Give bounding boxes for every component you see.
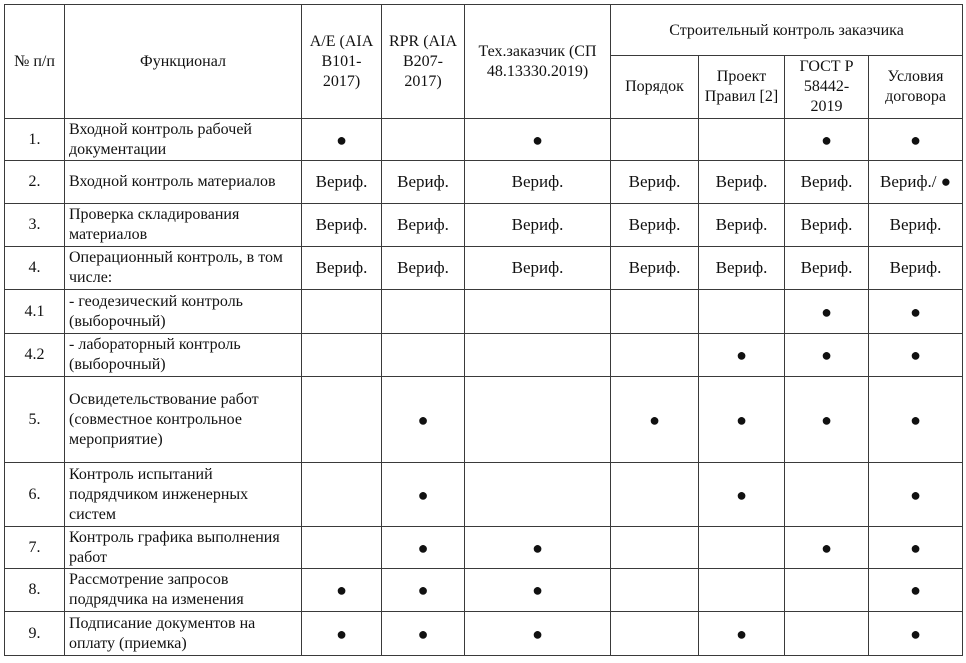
bullet-mark: ● <box>699 463 785 527</box>
verification-mark: Вериф. <box>699 204 785 247</box>
empty-cell <box>465 334 611 377</box>
bullet-mark: ● <box>785 334 869 377</box>
row-function-label: Рассмотрение запросов подрядчика на изменения <box>65 569 302 612</box>
verification-mark: Вериф. <box>302 247 382 290</box>
empty-cell <box>465 290 611 334</box>
bullet-mark: ● <box>611 377 699 463</box>
bullet-mark: ● <box>382 527 465 569</box>
bullet-mark: ● <box>699 612 785 656</box>
verification-mark: Вериф. <box>869 204 963 247</box>
empty-cell <box>382 119 465 161</box>
table-row <box>5 290 963 334</box>
row-number: 2. <box>5 161 65 204</box>
empty-cell <box>699 119 785 161</box>
row-number: 7. <box>5 527 65 569</box>
empty-cell <box>611 569 699 612</box>
verification-mark: Вериф. <box>302 204 382 247</box>
bullet-mark: ● <box>302 612 382 656</box>
verification-mark: Вериф. <box>785 247 869 290</box>
empty-cell <box>611 463 699 527</box>
empty-cell <box>302 527 382 569</box>
bullet-mark: ● <box>785 290 869 334</box>
verification-mark: Вериф. <box>785 161 869 204</box>
verification-mark: Вериф. <box>611 161 699 204</box>
header-function: Функционал <box>65 5 302 119</box>
header-sub-order: Порядок <box>611 56 699 119</box>
verification-mark: Вериф. <box>611 204 699 247</box>
row-number: 9. <box>5 612 65 656</box>
verification-mark: Вериф. <box>465 247 611 290</box>
bullet-mark: ● <box>869 290 963 334</box>
bullet-mark: ● <box>465 527 611 569</box>
table-row <box>5 334 963 377</box>
header-tech-customer: Тех.заказчик (СП 48.13330.2019) <box>465 5 611 119</box>
row-function-label: Освидетельствование работ (совместное контрольное мероприятие) <box>65 377 302 463</box>
empty-cell <box>785 463 869 527</box>
verification-mark: Вериф. <box>869 247 963 290</box>
row-number: 6. <box>5 463 65 527</box>
empty-cell <box>611 119 699 161</box>
row-number: 4.2 <box>5 334 65 377</box>
row-number: 8. <box>5 569 65 612</box>
verification-mark: Вериф. <box>699 161 785 204</box>
verification-mark: Вериф. <box>611 247 699 290</box>
bullet-mark: ● <box>869 463 963 527</box>
bullet-mark: ● <box>869 119 963 161</box>
table-row <box>5 612 963 656</box>
empty-cell <box>382 334 465 377</box>
row-function-label: Подписание документов на оплату (приемка) <box>65 612 302 656</box>
bullet-mark: ● <box>785 377 869 463</box>
bullet-mark: ● <box>465 569 611 612</box>
verification-mark: Вериф. <box>382 204 465 247</box>
empty-cell <box>382 290 465 334</box>
header-sub-rules-draft: Проект Правил [2] <box>699 56 785 119</box>
empty-cell <box>611 334 699 377</box>
bullet-mark: ● <box>382 463 465 527</box>
empty-cell <box>785 612 869 656</box>
verification-mark: Вериф. <box>785 204 869 247</box>
row-function-label: Входной контроль материалов <box>65 161 302 204</box>
table-row <box>5 569 963 612</box>
row-function-label: - геодезический контроль (выборочный) <box>65 290 302 334</box>
bullet-mark: ● <box>869 569 963 612</box>
header-row-top <box>5 5 963 56</box>
bullet-mark: ● <box>869 527 963 569</box>
empty-cell <box>611 527 699 569</box>
bullet-mark: ● <box>382 569 465 612</box>
empty-cell <box>302 290 382 334</box>
bullet-mark: ● <box>785 119 869 161</box>
table-row <box>5 527 963 569</box>
verification-mark: Вериф. <box>465 204 611 247</box>
empty-cell <box>302 377 382 463</box>
verification-mark: Вериф. <box>699 247 785 290</box>
empty-cell <box>699 290 785 334</box>
table-body <box>5 119 963 656</box>
bullet-mark: ● <box>382 377 465 463</box>
bullet-mark: ● <box>382 612 465 656</box>
verification-mark: Вериф. <box>382 161 465 204</box>
bullet-mark: ● <box>869 334 963 377</box>
bullet-mark: ● <box>869 612 963 656</box>
header-sub-contract: Условия договора <box>869 56 963 119</box>
responsibility-matrix-table <box>4 4 963 656</box>
table-row <box>5 119 963 161</box>
bullet-mark: ● <box>302 569 382 612</box>
empty-cell <box>611 612 699 656</box>
empty-cell <box>699 527 785 569</box>
bullet-mark: ● <box>465 612 611 656</box>
table-row <box>5 161 963 204</box>
bullet-mark: ● <box>869 377 963 463</box>
row-function-label: Операционный контроль, в том числе: <box>65 247 302 290</box>
row-number: 5. <box>5 377 65 463</box>
bullet-mark: ● <box>699 334 785 377</box>
table-row <box>5 463 963 527</box>
verification-mark: Вериф. <box>382 247 465 290</box>
empty-cell <box>785 569 869 612</box>
verification-mark: Вериф./ ● <box>869 161 963 204</box>
row-function-label: - лабораторный контроль (выборочный) <box>65 334 302 377</box>
row-number: 1. <box>5 119 65 161</box>
empty-cell <box>302 463 382 527</box>
bullet-mark: ● <box>465 119 611 161</box>
header-sub-gost: ГОСТ Р 58442-2019 <box>785 56 869 119</box>
header-rpr: RPR (AIA B207-2017) <box>382 5 465 119</box>
bullet-mark: ● <box>302 119 382 161</box>
row-function-label: Проверка складирования материалов <box>65 204 302 247</box>
header-customer-control: Строительный контроль заказчика <box>611 5 963 56</box>
row-function-label: Контроль испытаний подрядчиком инженерных систем <box>65 463 302 527</box>
table-row <box>5 204 963 247</box>
row-number: 3. <box>5 204 65 247</box>
bullet-mark: ● <box>785 527 869 569</box>
row-function-label: Контроль графика выполнения работ <box>65 527 302 569</box>
header-number: № п/п <box>5 5 65 119</box>
empty-cell <box>465 377 611 463</box>
empty-cell <box>465 463 611 527</box>
row-number: 4. <box>5 247 65 290</box>
empty-cell <box>302 334 382 377</box>
empty-cell <box>611 290 699 334</box>
row-function-label: Входной контроль рабочей документации <box>65 119 302 161</box>
verification-mark: Вериф. <box>465 161 611 204</box>
bullet-mark: ● <box>699 377 785 463</box>
verification-mark: Вериф. <box>302 161 382 204</box>
row-number: 4.1 <box>5 290 65 334</box>
header-ae: A/E (AIA B101-2017) <box>302 5 382 119</box>
table-row <box>5 247 963 290</box>
empty-cell <box>699 569 785 612</box>
table-row <box>5 377 963 463</box>
